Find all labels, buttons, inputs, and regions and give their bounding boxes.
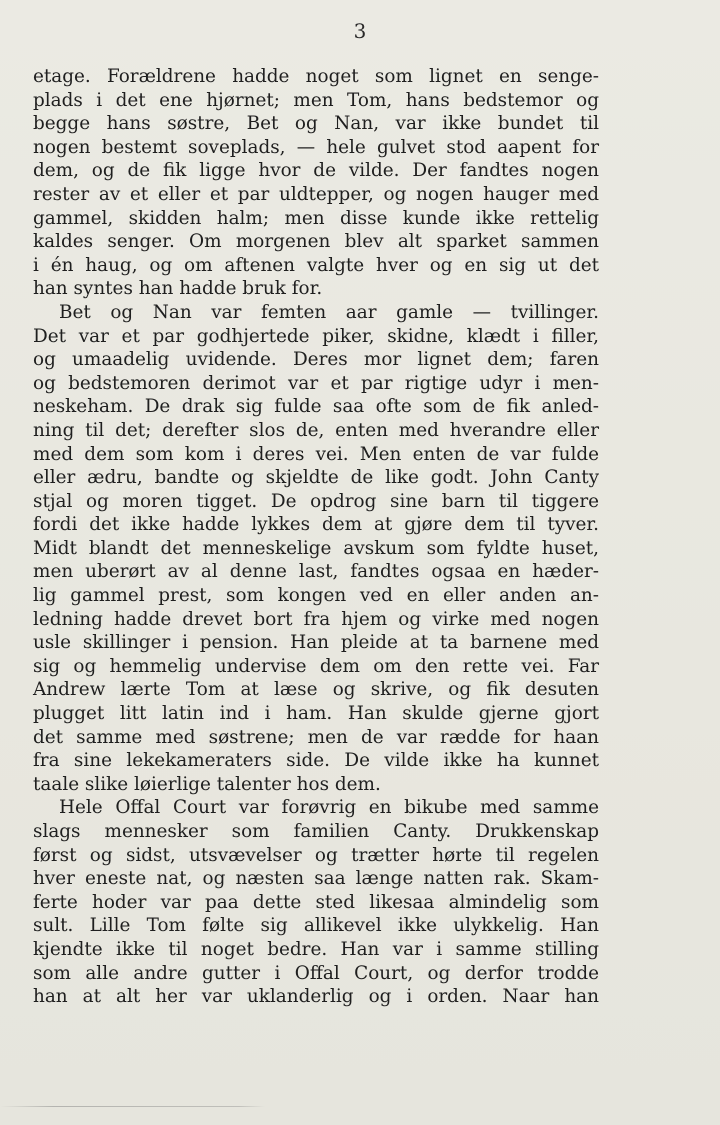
text-line: slags mennesker som familien Canty. Drukkenskap (33, 821, 599, 842)
text-line: neskeham. De drak sig fulde saa ofte som de fik anled- (33, 396, 599, 418)
text-line: som alle andre gutter i Offal Court, og derfor trodde (33, 962, 599, 984)
text-line: med dem som kom i deres vei. Men enten de var fulde (33, 443, 599, 465)
text-line: og umaadelig uvidende. Deres mor lignet dem; faren (33, 349, 599, 371)
text-line: Bet og Nan var femten aar gamle — tvillinger. (59, 301, 599, 323)
page-number: 3 (353, 19, 367, 43)
text-line: dem, og de fik ligge hvor de vilde. Der fandtes nogen (33, 160, 599, 182)
text-line: nogen bestemt soveplads, — hele gulvet stod aapent for (33, 136, 599, 158)
text-line: plugget litt latin ind i ham. Han skulde gjerne gjort (33, 703, 599, 725)
text-line: hver eneste nat, og næsten saa længe natten rak. Skam- (33, 868, 599, 890)
text-line: kjendte ikke til noget bedre. Han var i samme stilling (33, 938, 599, 960)
text-line: Hele Offal Court var forøvrig en bikube med samme (59, 797, 599, 819)
text-line: etage. Forældrene hadde noget som lignet en senge- (33, 66, 599, 87)
text-line: sult. Lille Tom følte sig allikevel ikke ulykkelig. Han (33, 915, 599, 937)
text-line: lig gammel prest, som kongen ved en eller anden an- (33, 585, 599, 607)
text-line: i én haug, og om aftenen valgte hver og en sig ut det (33, 254, 599, 276)
text-line: Andrew lærte Tom at læse og skrive, og fik desuten (33, 679, 599, 701)
body-text (33, 65, 599, 1009)
text-line: og bedstemoren derimot var et par rigtige udyr i men- (33, 372, 599, 394)
text-line: plads i det ene hjørnet; men Tom, hans bedstemor og (33, 89, 599, 111)
text-line: ferte hoder var paa dette sted likesaa almindelig som (33, 891, 599, 913)
text-line: rester av et eller et par uldtepper, og nogen hauger med (33, 183, 599, 205)
text-line: Det var et par godhjertede piker, skidne, klædt i filler, (33, 325, 599, 347)
text-line: det samme med søstrene; men de var rædde for haan (33, 726, 599, 748)
scan-edge-mark (0, 1106, 265, 1107)
text-line: usle skillinger i pension. Han pleide at ta barnene med (33, 632, 599, 654)
text-line: han at alt her var uklanderlig og i orden. Naar han (33, 986, 599, 1008)
text-line: ledning hadde drevet bort fra hjem og virke med nogen (33, 608, 599, 630)
text-line: han syntes han hadde bruk for. (33, 278, 323, 300)
text-line: først og sidst, utsvævelser og trætter hørte til regelen (33, 844, 599, 866)
text-line: men uberørt av al denne last, fandtes ogsaa en hæder- (33, 561, 599, 583)
text-line: kaldes senger. Om morgenen blev alt sparket sammen (33, 231, 599, 253)
text-line: sig og hemmelig undervise dem om den rette vei. Far (33, 655, 599, 677)
text-line: stjal og moren tigget. De opdrog sine barn til tiggere (33, 490, 599, 512)
text-line: ning til det; derefter slos de, enten med hverandre eller (33, 419, 599, 441)
text-line: begge hans søstre, Bet og Nan, var ikke bundet til (33, 113, 599, 135)
text-line: Midt blandt det menneskelige avskum som fyldte huset, (33, 537, 599, 559)
text-line: fordi det ikke hadde lykkes dem at gjøre dem til tyver. (33, 514, 599, 536)
text-line: fra sine lekekameraters side. De vilde ikke ha kunnet (33, 750, 599, 772)
text-line: eller ædru, bandte og skjeldte de like godt. John Canty (33, 467, 599, 489)
text-line: taale slike løierlige talenter hos dem. (33, 773, 381, 795)
text-line: gammel, skidden halm; men disse kunde ikke rettelig (33, 207, 599, 229)
